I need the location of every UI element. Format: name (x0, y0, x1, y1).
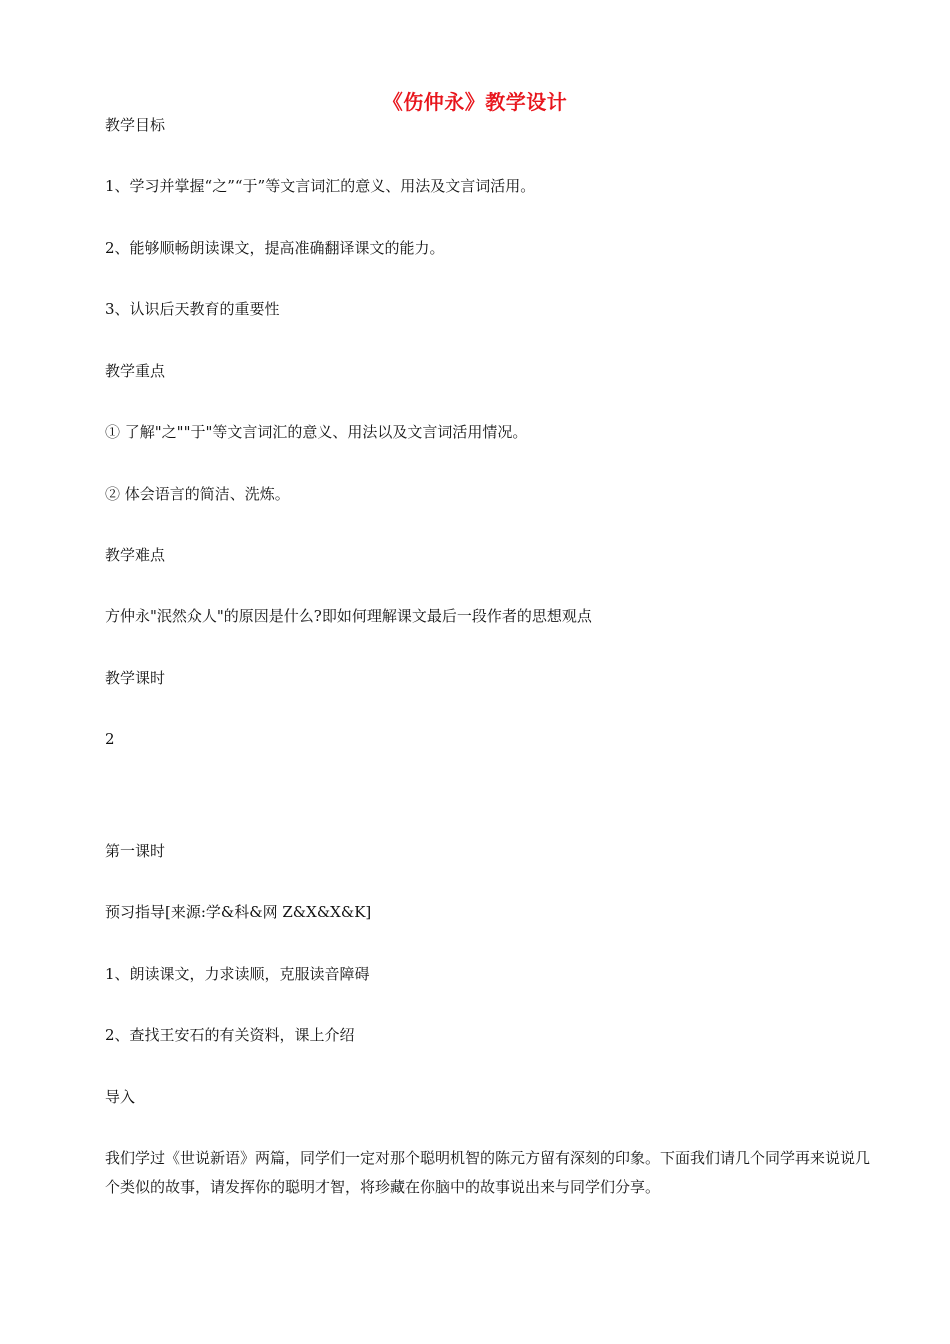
section-heading-difficulties: 教学难点 (105, 546, 166, 564)
objective-item-1: 1、学习并掌握“之”“于”等文言词汇的意义、用法及文言词活用。 (105, 177, 536, 195)
key-point-item-2: ② 体会语言的简洁、洗炼。 (105, 485, 290, 503)
section-heading-periods: 教学课时 (105, 669, 166, 687)
difficulty-item: 方仲永"泯然众人"的原因是什么?即如何理解课文最后一段作者的思想观点 (105, 607, 592, 625)
preview-item-1: 1、朗读课文，力求读顺，克服读音障碍 (105, 965, 370, 983)
objective-item-2: 2、能够顺畅朗读课文，提高准确翻译课文的能力。 (105, 239, 445, 257)
section-heading-first-period: 第一课时 (105, 842, 166, 860)
section-heading-key-points: 教学重点 (105, 362, 166, 380)
periods-value: 2 (105, 730, 115, 748)
document-title: 《伤仲永》教学设计 (382, 90, 568, 114)
preview-item-2: 2、查找王安石的有关资料，课上介绍 (105, 1026, 355, 1044)
introduction-paragraph: 我们学过《世说新语》两篇，同学们一定对那个聪明机智的陈元方留有深刻的印象。下面我们请几个同学再来说说几个类似的故事，请发挥你的聪明才智，将珍藏在你脑中的故事说出来与同学们分享。 (105, 1149, 871, 1196)
key-point-item-1: ① 了解"之""于"等文言词汇的意义、用法以及文言词活用情况。 (105, 423, 528, 441)
section-heading-introduction: 导入 (105, 1088, 136, 1106)
preview-guide-heading: 预习指导[来源:学&科&网 Z&X&X&K] (105, 903, 372, 921)
section-heading-objectives: 教学目标 (105, 116, 166, 134)
objective-item-3: 3、认识后天教育的重要性 (105, 300, 280, 318)
